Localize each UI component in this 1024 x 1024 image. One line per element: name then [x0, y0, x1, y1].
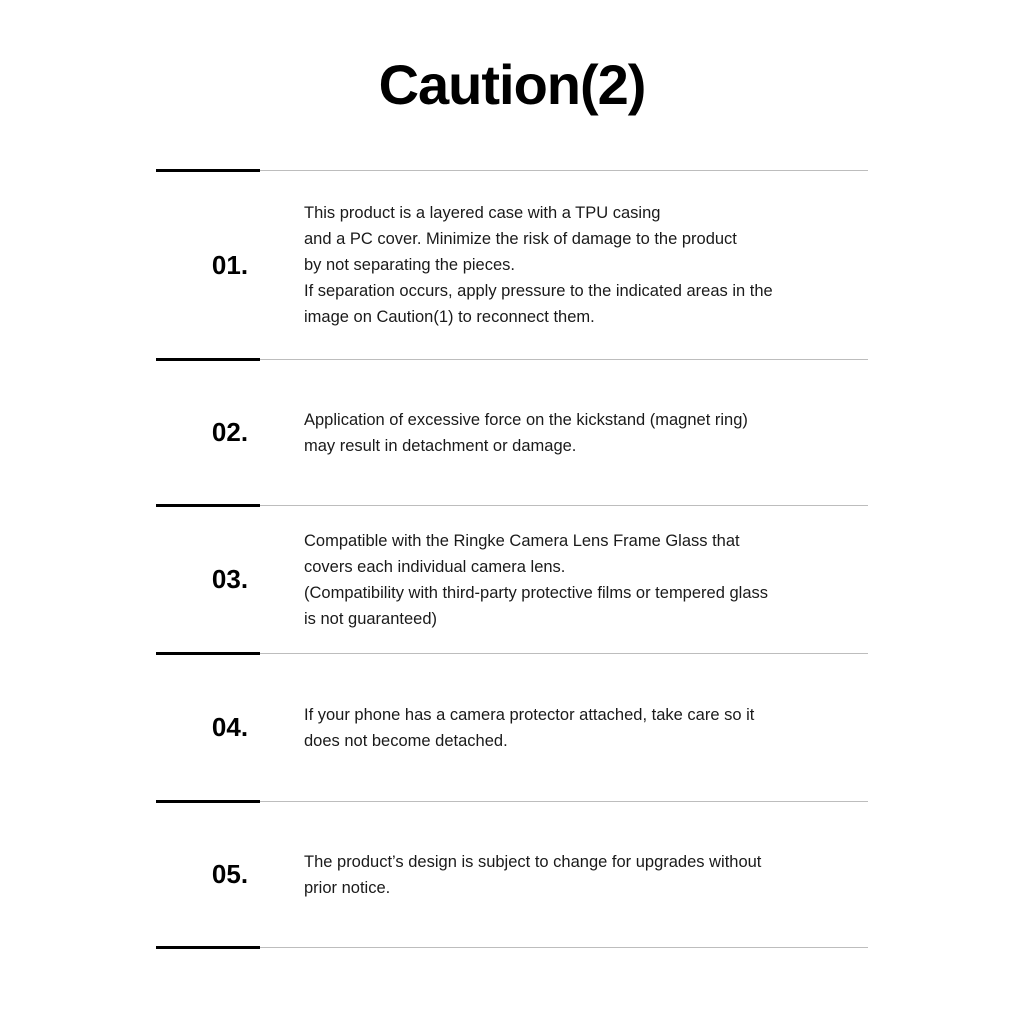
caution-text: If your phone has a camera protector attached, take care so it does not become detached. [304, 705, 755, 750]
caution-row [156, 361, 868, 504]
page-title: Caution(2) [378, 53, 646, 116]
caution-text: This product is a layered case with a TPU casing and a PC cover. Minimize the risk of damage to the product by not separating the pieces. If separation occurs, apply pressure to the indicated areas in the image on Caution(1) to reconnect them. [304, 204, 773, 326]
caution-number: 05. [211, 859, 249, 889]
caution-row [156, 507, 868, 652]
caution-text: Application of excessive force on the kickstand (magnet ring) may result in detachment or damage. [304, 410, 748, 455]
caution-number: 03. [211, 564, 249, 594]
caution-number: 02. [211, 417, 249, 447]
caution-number: 04. [211, 712, 249, 742]
caution-text: The product’s design is subject to change for upgrades without prior notice. [304, 852, 762, 897]
caution-list [156, 117, 868, 949]
caution-text: Compatible with the Ringke Camera Lens Frame Glass that covers each individual camera lens. (Compatibility with third-party protective films or tempered glass is not guaranteed) [304, 531, 768, 628]
caution-row [156, 172, 868, 358]
row-divider-bottom [156, 946, 868, 949]
caution-row [156, 655, 868, 800]
caution-row [156, 803, 868, 946]
caution-number: 01. [211, 249, 249, 280]
